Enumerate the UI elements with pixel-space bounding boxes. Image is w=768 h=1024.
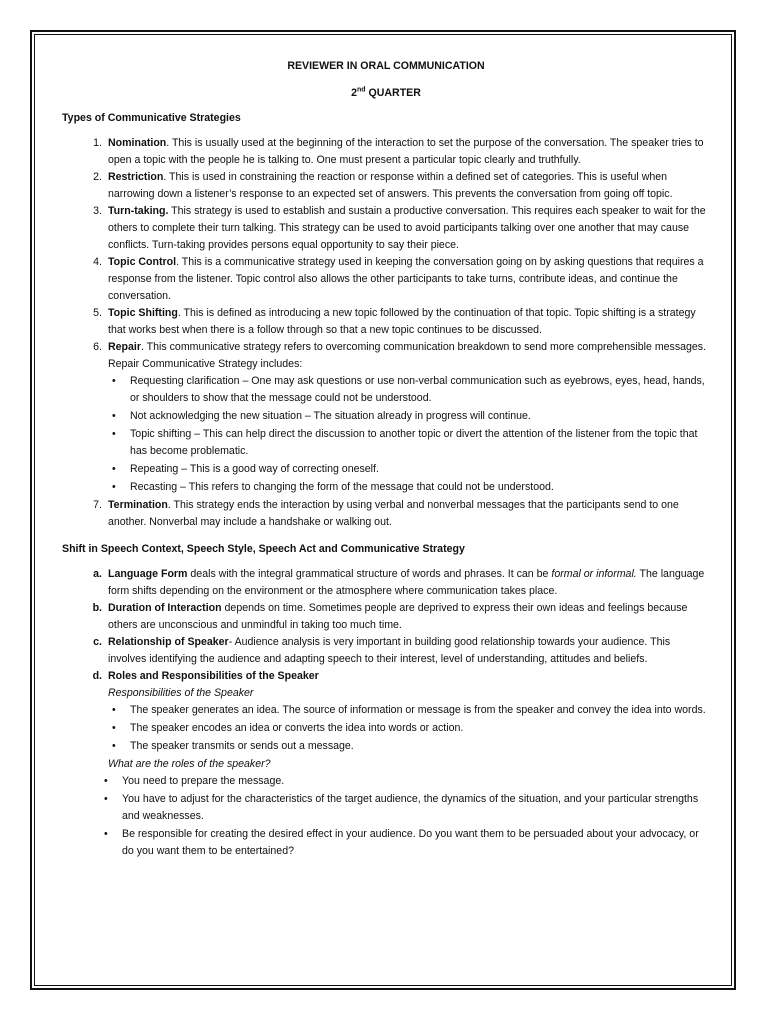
strategy-item-topic-shifting	[62, 305, 710, 339]
strategy-term: Repair	[108, 341, 141, 353]
bullet-icon: •	[112, 410, 116, 422]
subtitle-superscript: nd	[357, 86, 366, 94]
roles-heading: What are the roles of the speaker?	[108, 758, 271, 770]
strategies-list	[62, 135, 710, 531]
strategy-text: This strategy is used to establish and sustain a productive conversation. This requires each speaker to wait for the others to complete their turn talking. This strategy can be used to avoid participants talking over one another that may cause conflicts. Turn-taking provides persons equal opportunity to say their piece.	[108, 205, 706, 251]
bullet-text: The speaker generates an idea. The source of information or message is from the speaker and convey the idea into words.	[130, 704, 706, 716]
list-number: 6.	[93, 341, 102, 353]
list-item	[108, 702, 710, 719]
shift-text: - Audience analysis is very important in building good relationship towards your audience. This involves identifying the audience and adapting speech to their interest, level of understanding, attitudes and beliefs.	[108, 636, 671, 665]
bullet-icon: •	[112, 463, 116, 475]
shift-italic-text: formal or informal.	[551, 568, 637, 580]
list-item	[108, 720, 710, 737]
shift-term: Duration of Interaction	[108, 602, 222, 614]
bullet-text: Recasting – This refers to changing the form of the message that could not be understood.	[130, 481, 554, 493]
bullet-text: The speaker encodes an idea or converts the idea into words or action.	[130, 722, 464, 734]
bullet-text: Topic shifting – This can help direct the discussion to another topic or divert the attention of the listener from the topic that has become problematic.	[130, 428, 698, 457]
list-item	[100, 826, 710, 860]
list-letter: d.	[92, 670, 102, 682]
list-item	[108, 408, 710, 425]
shift-item-roles	[62, 668, 710, 860]
shift-text: depends on time. Sometimes people are deprived to express their own ideas and feelings because others are unconscious and unmindful in taking too much time.	[108, 602, 688, 631]
shift-item-relationship	[62, 634, 710, 668]
strategy-text: . This is a communicative strategy used in keeping the conversation going on by asking questions that requires a response from the listener. Topic control also allows the other participants to take turns, contribute ideas, and continue the conversation.	[108, 256, 704, 302]
strategy-text: . This is used in constraining the reaction or response within a defined set of categories. This is useful when narrowing down a listener’s response to an expected set of answers. This prevents the conversation from going off topic.	[108, 171, 673, 200]
bullet-icon: •	[112, 428, 116, 440]
strategy-item-nomination	[62, 135, 710, 169]
shift-text: The language form shifts depending on the environment or the atmosphere where communication takes place.	[108, 568, 705, 597]
bullet-text: Be responsible for creating the desired effect in your audience. Do you want them to be persuaded about your advocacy, or do you want them to be entertained?	[122, 828, 699, 857]
bullet-icon: •	[104, 775, 108, 787]
document-subtitle	[62, 85, 710, 102]
repair-bullet-list	[108, 373, 710, 496]
list-number: 7.	[93, 499, 102, 511]
bullet-icon: •	[112, 722, 116, 734]
list-item	[108, 738, 710, 755]
strategy-term: Turn-taking.	[108, 205, 169, 217]
list-number: 4.	[93, 256, 102, 268]
bullet-text: You have to adjust for the characteristics of the target audience, the dynamics of the situation, and your particular strengths and weaknesses.	[122, 793, 699, 822]
bullet-text: You need to prepare the message.	[122, 775, 285, 787]
shift-text: deals with the integral grammatical structure of words and phrases. It can be	[187, 568, 552, 580]
bullet-icon: •	[104, 828, 108, 840]
responsibilities-list	[108, 702, 710, 755]
strategy-item-restriction	[62, 169, 710, 203]
strategy-term: Topic Control	[108, 256, 177, 268]
bullet-icon: •	[112, 481, 116, 493]
strategy-text: . This is defined as introducing a new topic followed by the continuation of that topic. Topic shifting is a strategy that works best when there is a follow through so that a new topic continues to be discussed.	[108, 307, 696, 336]
roles-list	[100, 773, 710, 860]
bullet-text: Not acknowledging the new situation – The situation already in progress will continue.	[130, 410, 531, 422]
list-number: 5.	[93, 307, 102, 319]
shift-item-duration	[62, 600, 710, 634]
responsibilities-heading: Responsibilities of the Speaker	[108, 687, 254, 699]
list-item	[100, 791, 710, 825]
bullet-text: The speaker transmits or sends out a message.	[130, 740, 354, 752]
document-title: REVIEWER IN ORAL COMMUNICATION	[287, 60, 485, 72]
list-item	[108, 373, 710, 407]
list-number: 1.	[93, 137, 102, 149]
list-item	[100, 773, 710, 790]
strategy-term: Topic Shifting	[108, 307, 178, 319]
shift-list	[62, 566, 710, 860]
strategy-term: Restriction	[108, 171, 164, 183]
strategy-term: Termination	[108, 499, 168, 511]
subtitle-number: 2	[351, 87, 357, 99]
shift-item-language-form	[62, 566, 710, 600]
bullet-icon: •	[112, 375, 116, 387]
strategy-text: . This communicative strategy refers to overcoming communication breakdown to send more comprehensible messages. Repair Communicative Strategy includes:	[108, 341, 707, 370]
list-number: 3.	[93, 205, 102, 217]
list-number: 2.	[93, 171, 102, 183]
list-item	[108, 461, 710, 478]
strategy-term: Nomination	[108, 137, 167, 149]
section-heading-strategies: Types of Communicative Strategies	[62, 112, 241, 124]
section-heading-shift: Shift in Speech Context, Speech Style, Speech Act and Communicative Strategy	[62, 543, 465, 555]
list-letter: b.	[92, 602, 102, 614]
shift-term: Roles and Responsibilities of the Speaker	[108, 670, 319, 682]
document-body	[62, 58, 710, 861]
shift-term: Relationship of Speaker	[108, 636, 229, 648]
strategy-item-topic-control	[62, 254, 710, 305]
bullet-text: Repeating – This is a good way of correcting oneself.	[130, 463, 379, 475]
strategy-text: . This is usually used at the beginning of the interaction to set the purpose of the conversation. The speaker tries to open a topic with the people he is talking to. One must present a particular topic clearly and truthfully.	[108, 137, 704, 166]
strategy-item-termination	[62, 497, 710, 531]
strategy-item-turn-taking	[62, 203, 710, 254]
list-item	[108, 479, 710, 496]
list-letter: a.	[93, 568, 102, 580]
subtitle-text: QUARTER	[365, 87, 421, 99]
bullet-icon: •	[112, 740, 116, 752]
list-item	[108, 426, 710, 460]
bullet-text: Requesting clarification – One may ask questions or use non-verbal communication such as eyebrows, eyes, head, hands, or shoulders to show that the message could not be understood.	[130, 375, 705, 404]
bullet-icon: •	[112, 704, 116, 716]
strategy-item-repair	[62, 339, 710, 496]
shift-term: Language Form	[108, 568, 188, 580]
bullet-icon: •	[104, 793, 108, 805]
strategy-text: . This strategy ends the interaction by using verbal and nonverbal messages that the participants send to one another. Nonverbal may include a handshake or walking out.	[108, 499, 679, 528]
list-letter: c.	[93, 636, 102, 648]
